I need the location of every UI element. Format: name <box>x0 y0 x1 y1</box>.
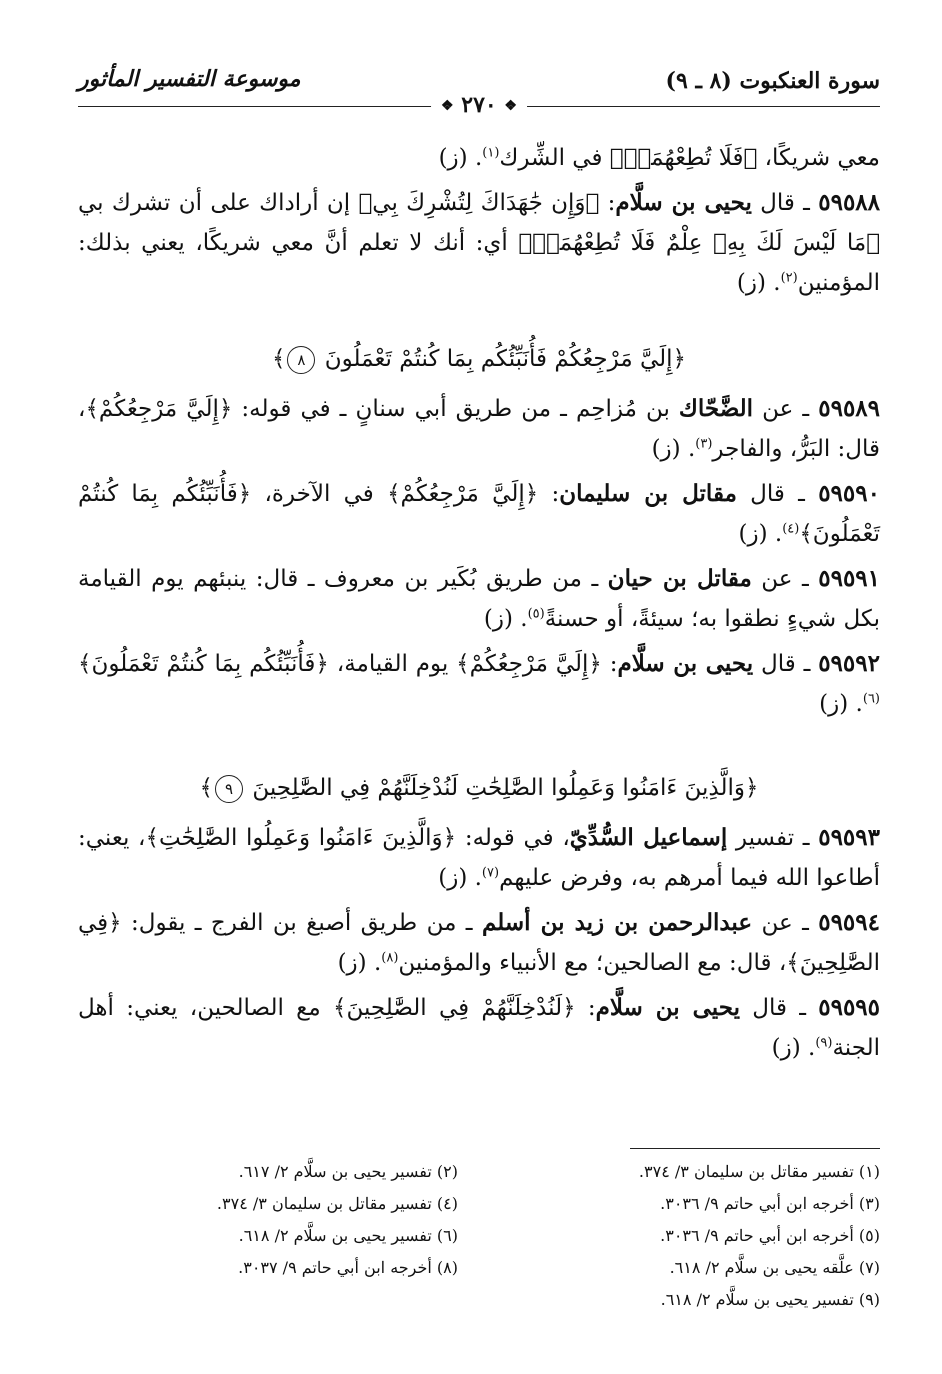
entry-text: في الآخرة، <box>251 481 388 507</box>
entry-text: : <box>601 651 618 677</box>
quran-quote: ﴿وَالَّذِينَ ءَامَنُوا وَعَمِلُوا الصَّٰلِحَٰتِ﴾ <box>145 825 457 851</box>
entry-text: ـ من طريق بُكَير بن معروف ـ قال: ينبئهم يوم القيامة بكل شيءٍ نطقوا به؛ سيئةً، أو حسنةً <box>78 566 880 632</box>
quran-quote: ﴿فَأُنَبِّئُكُم بِمَا كُنتُمْ تَعْمَلُونَ﴾ <box>78 481 880 547</box>
footnote: (٧) علَّقه يحيى بن سلَّام ٢/ ٦١٨. <box>669 1258 880 1277</box>
entry-59592 <box>78 644 880 724</box>
entry-59594 <box>78 903 880 983</box>
entry-text: ، قال: مع الصالحين؛ مع الأنبياء والمؤمنين <box>398 950 787 976</box>
entry-number: ٥٩٥٨٩ <box>818 395 881 422</box>
footnote-ref: (٢) <box>780 270 798 286</box>
footnote-ref: (٥) <box>527 606 545 622</box>
entry-text: ـ عن <box>751 566 819 592</box>
entry-text: إن أراداك على أن تشرك بي <box>78 190 359 216</box>
page-number <box>431 92 527 118</box>
ayah-number-marker: ٩ <box>215 775 243 803</box>
entry-number: ٥٩٥٩٥ <box>818 994 881 1021</box>
footnote: (٦) تفسير يحيى بن سلَّام ٢/ ٦١٨. <box>238 1226 458 1245</box>
entry-text: ـ من طريق أصبغ بن الفرج ـ يقول: <box>121 910 482 936</box>
entry-text: . (ز) <box>736 270 781 296</box>
footnote: (٩) تفسير يحيى بن سلَّام ٢/ ٦١٨. <box>660 1290 880 1309</box>
main-text <box>78 138 880 1073</box>
footnote-ref: (٨) <box>381 950 399 966</box>
entry-text: في الشِّرك <box>499 145 610 171</box>
ornament-icon: ❖ <box>504 98 517 114</box>
entry-text: ـ قال <box>740 995 819 1021</box>
entry-text: ، قال: البَرُّ، والفاجر <box>78 396 880 462</box>
entry-number: ٥٩٥٩٣ <box>818 824 880 851</box>
narrator-name: إسماعيل السُّدِّيّ <box>569 824 728 851</box>
entry-59591 <box>78 559 880 639</box>
ayah-text: ﴿إِلَيَّ مَرْجِعُكُمْ فَأُنَبِّئُكُم بِمَا كُنتُمْ تَعْمَلُونَ <box>324 346 687 372</box>
footnotes-column-left <box>78 1156 458 1284</box>
entry-text: بن مُزاحِم ـ من طريق أبي سنانٍ ـ في قوله: <box>232 396 679 422</box>
ayah-bracket: ﴾ <box>199 775 214 801</box>
footnote-ref: (١) <box>482 145 500 161</box>
footnote-ref: (٦) <box>862 691 880 707</box>
entry-text: ـ قال <box>751 190 819 216</box>
entry-text: ، يعني: أطاعوا الله فيما أمرهم به، وفرض عليهم <box>78 825 880 891</box>
footnote-ref: (٣) <box>695 436 713 452</box>
quran-quote: ﴿مَا لَيْسَ لَكَ بِهِۦ عِلْمٌ فَلَا تُطِعْهُمَاۚ﴾ <box>518 230 880 256</box>
running-head-surah: سورة العنكبوت (٨ ـ ٩) <box>665 68 880 94</box>
entry-text: ـ قال <box>736 481 819 507</box>
quran-quote: ﴿وَإِن جَٰهَدَاكَ لِتُشْرِكَ بِي﴾ <box>358 190 600 216</box>
entry-text: . (ز) <box>337 950 382 976</box>
entry-continuation <box>78 138 880 178</box>
entry-text: ـ قال <box>753 651 819 677</box>
footnote-ref: (٤) <box>782 521 800 537</box>
entry-text: : <box>538 481 560 507</box>
footnote-separator <box>630 1148 880 1149</box>
entry-text: . (ز) <box>483 606 528 632</box>
running-head-book-title: موسوعة التفسير المأثور <box>78 66 301 92</box>
entry-text: مع الصالحين، يعني: أهل الجنة <box>78 995 880 1061</box>
entry-59595 <box>78 988 880 1068</box>
ayah-text: ﴿وَالَّذِينَ ءَامَنُوا وَعَمِلُوا الصَّٰلِحَٰتِ لَنُدْخِلَنَّهُمْ فِي الصَّٰلِحِينَ <box>252 775 759 801</box>
entry-number: ٥٩٥٩١ <box>818 565 881 592</box>
entry-59589 <box>78 389 880 469</box>
footnote: (٨) أخرجه ابن أبي حاتم ٩/ ٣٠٣٧. <box>238 1258 458 1277</box>
entry-59590 <box>78 474 880 554</box>
entry-text: : <box>575 995 596 1021</box>
page-header <box>78 62 880 126</box>
entry-number: ٥٩٥٩٠ <box>818 480 880 507</box>
narrator-name: عبدالرحمن بن زيد بن أسلم <box>481 909 753 936</box>
quran-quote: ﴿فَلَا تُطِعْهُمَاۚ﴾ <box>609 145 758 171</box>
entry-text: ، في قوله: <box>456 825 570 851</box>
footnote-ref: (٧) <box>481 865 500 881</box>
page-number-value: ٢٧٠ <box>461 92 497 118</box>
footnote: (٥) أخرجه ابن أبي حاتم ٩/ ٣٠٣٦. <box>660 1226 880 1245</box>
entry-text: . (ز) <box>438 145 483 171</box>
quran-quote: ﴿إِلَيَّ مَرْجِعُكُمْ﴾ <box>456 651 602 677</box>
entry-text: : <box>599 190 616 216</box>
entry-number: ٥٩٥٩٤ <box>818 909 880 936</box>
footnote: (١) تفسير مقاتل بن سليمان ٣/ ٣٧٤. <box>638 1162 880 1181</box>
entry-text: معي شريكًا، <box>757 145 880 171</box>
entry-text: يوم القيامة، <box>328 651 457 677</box>
entry-59588 <box>78 183 880 303</box>
entry-text: أي: أنك لا تعلم أنَّ معي شريكًا، يعني بذلك: المؤمنين <box>78 230 880 296</box>
entry-text: . (ز) <box>438 865 482 891</box>
narrator-name: مقاتل بن سليمان <box>559 480 737 507</box>
footnotes-column-right <box>460 1156 880 1316</box>
narrator-name: مقاتل بن حيان <box>607 565 752 592</box>
footnote-ref: (٩) <box>815 1035 833 1051</box>
ayah-heading <box>78 768 880 808</box>
ayah-heading <box>78 339 880 379</box>
entry-text: ـ عن <box>752 910 819 936</box>
entry-number: ٥٩٥٨٨ <box>818 189 881 216</box>
narrator-name: يحيى بن سلَّام <box>615 189 752 216</box>
ornament-icon: ❖ <box>441 98 454 114</box>
entry-text: . (ز) <box>738 521 783 547</box>
narrator-name: يحيى بن سلَّام <box>617 650 754 677</box>
quran-quote: ﴿فَأُنَبِّئُكُم بِمَا كُنتُمْ تَعْمَلُونَ﴾ <box>78 651 329 677</box>
entry-text: . (ز) <box>651 436 696 462</box>
ayah-bracket: ﴾ <box>271 346 286 372</box>
entry-text: ـ عن <box>753 396 819 422</box>
quran-quote: ﴿إِلَيَّ مَرْجِعُكُمْ﴾ <box>387 481 539 507</box>
quran-quote: ﴿لَنُدْخِلَنَّهُمْ فِي الصَّٰلِحِينَ﴾ <box>332 995 576 1021</box>
ayah-number-marker: ٨ <box>287 346 315 374</box>
entry-59593 <box>78 818 880 898</box>
quran-quote: ﴿إِلَيَّ مَرْجِعُكُمْ﴾ <box>85 396 233 422</box>
footnote: (٢) تفسير يحيى بن سلَّام ٢/ ٦١٧. <box>238 1162 458 1181</box>
footnote: (٣) أخرجه ابن أبي حاتم ٩/ ٣٠٣٦. <box>660 1194 880 1213</box>
footnote: (٤) تفسير مقاتل بن سليمان ٣/ ٣٧٤. <box>216 1194 458 1213</box>
entry-text: . (ز) <box>771 1035 816 1061</box>
entry-text: . (ز) <box>819 691 863 717</box>
quran-quote: ﴿فِي الصَّٰلِحِينَ﴾ <box>78 910 880 976</box>
entry-text: ـ تفسير <box>727 825 819 851</box>
narrator-name: الضَّحّاك <box>678 395 754 422</box>
narrator-name: يحيى بن سلَّام <box>595 994 740 1021</box>
entry-number: ٥٩٥٩٢ <box>818 650 880 677</box>
